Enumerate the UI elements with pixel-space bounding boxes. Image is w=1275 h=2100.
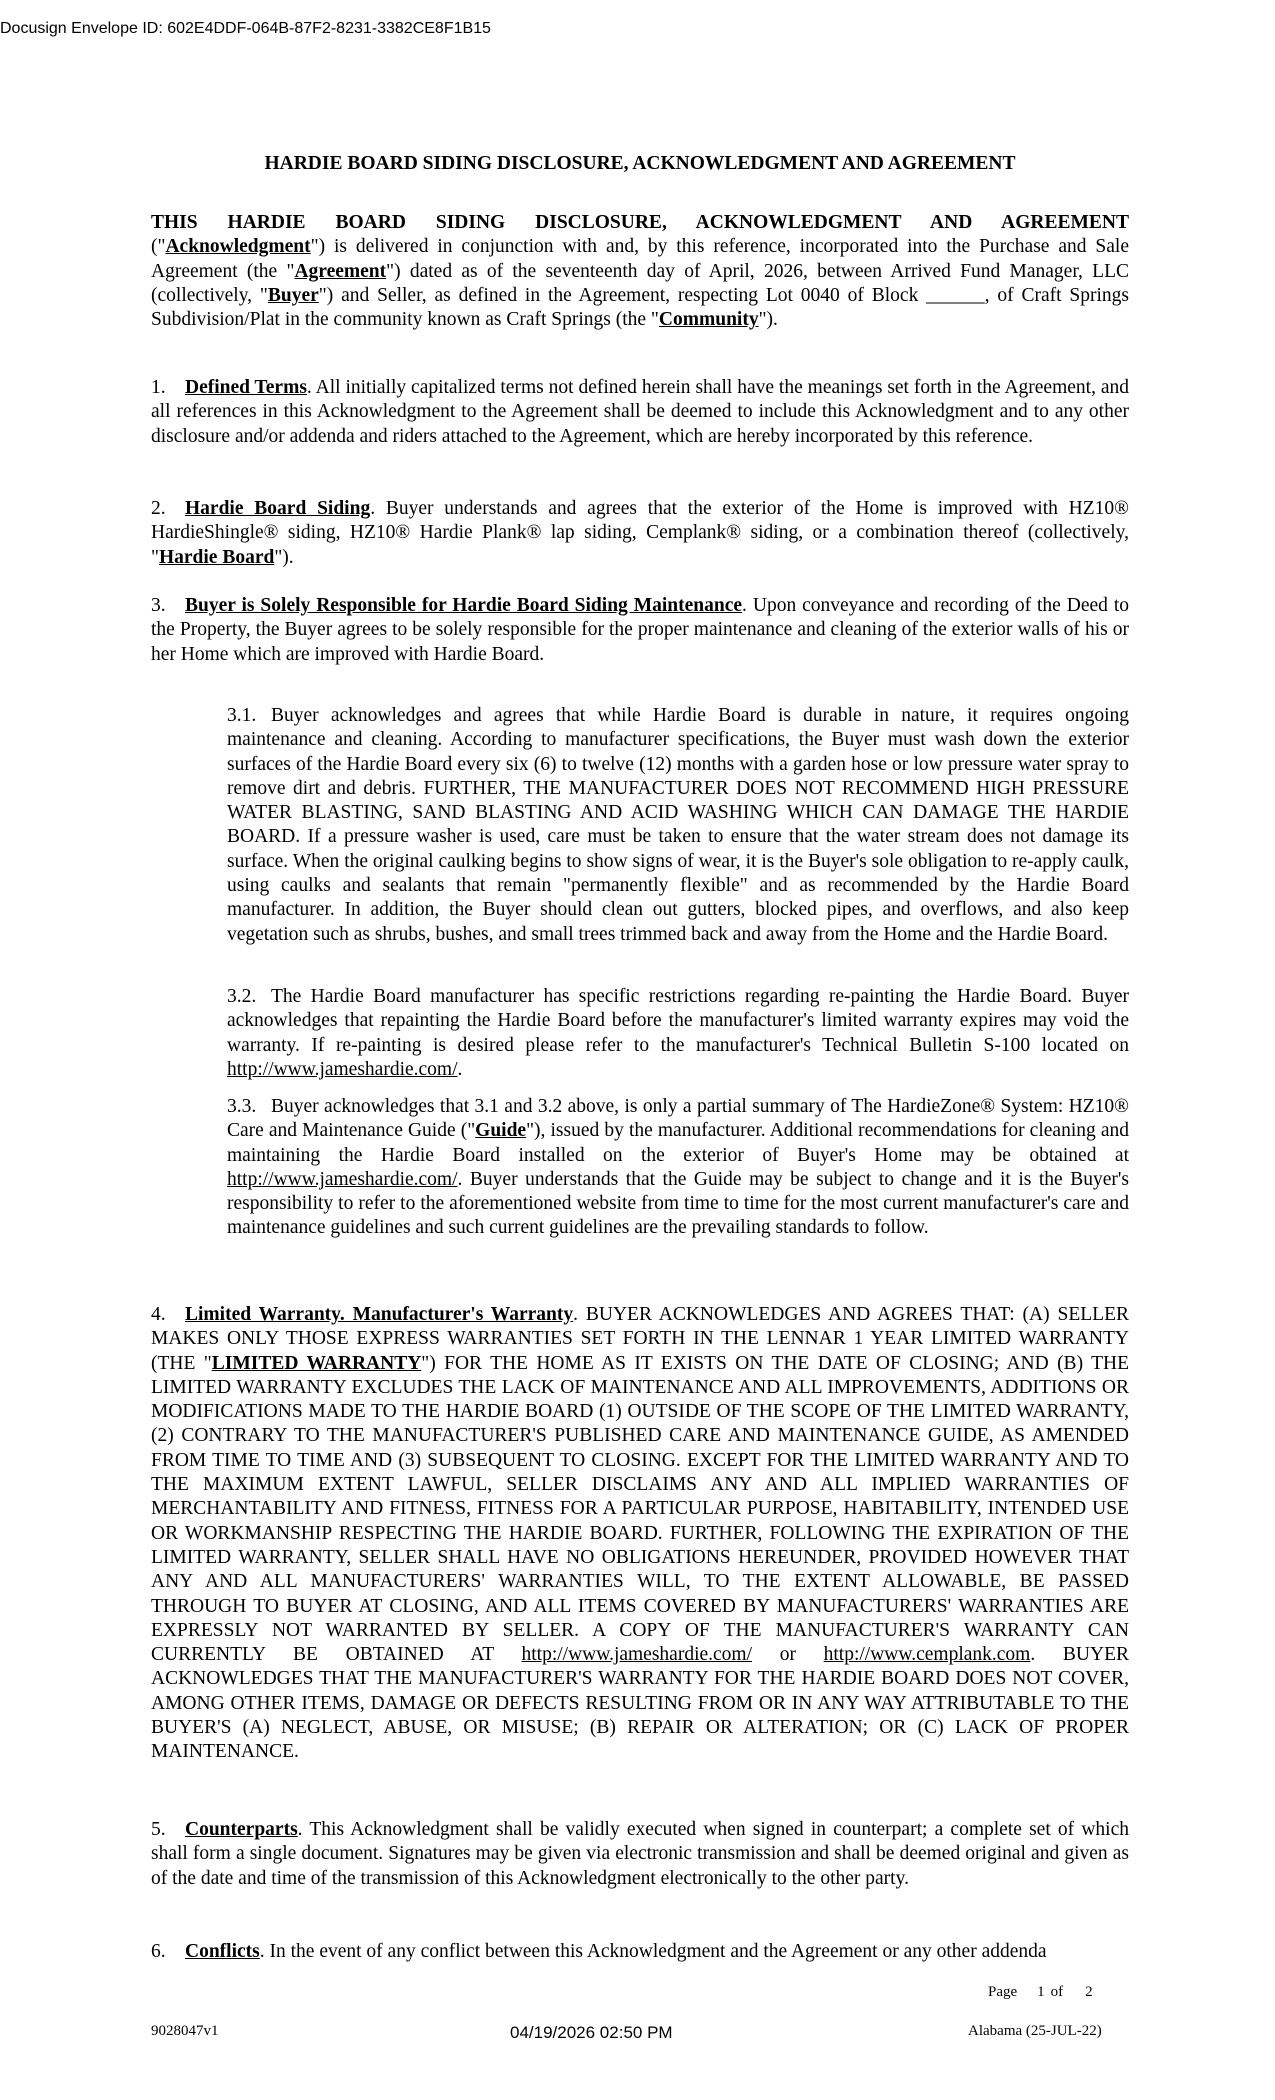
document-title: HARDIE BOARD SIDING DISCLOSURE, ACKNOWLEDGMENT AND AGREEMENT [264, 153, 1016, 174]
section-number: 5. [151, 1819, 166, 1840]
section-heading: Counterparts [185, 1819, 298, 1840]
section-body: "). [274, 546, 294, 568]
page-number: 1 [1037, 1984, 1045, 2000]
section-heading: Hardie Board Siding [185, 498, 371, 519]
section-number: 2. [151, 498, 166, 519]
page-of-label: of [1050, 1984, 1064, 2000]
intro-text: ") and Seller, as defined in the Agreement, respecting Lot 0040 of Block ______, of Craft Springs Subdivision/Plat in the community known as Craft Springs (the " [151, 284, 1129, 331]
intro-text: (" [151, 236, 166, 258]
section-body: . BUYER ACKNOWLEDGES THAT THE MANUFACTURER'S WARRANTY FOR THE HARDIE BOARD DOES NOT COVER, AMONG OTHER ITEMS, DAMAGE OR DEFECTS RESULTING FROM OR IN ANY WAY ATTRIBUTABLE TO THE BUYER'S (A) NEGLECT, ABUSE, OR MISUSE; (B) REPAIR OR ALTERATION; OR (C) LACK OF PROPER MAINTENANCE. [151, 1644, 1129, 1763]
section-body: . BUYER ACKNOWLEDGES AND AGREES THAT: (A) SELLER MAKES ONLY THOSE EXPRESS WARRANTIES SET FORTH IN THE LENNAR 1 YEAR LIMITED WARRANTY (THE " [151, 1304, 1129, 1374]
intro-paragraph [151, 211, 1129, 332]
jameshardie-link[interactable]: http://www.jameshardie.com/ [521, 1644, 753, 1666]
envelope-id: Docusign Envelope ID: 602E4DDF-064B-87F2-8231-3382CE8F1B15 [0, 20, 491, 37]
term-guide: Guide [475, 1120, 527, 1142]
section-body: . Upon conveyance and recording of the Deed to the Property, the Buyer agrees to be solely responsible for the proper maintenance and cleaning of the exterior walls of his or her Home which are improved with Hardie Board. [151, 595, 1129, 665]
subsection-3-2 [227, 985, 1129, 1082]
section-buyer-responsible [151, 594, 1129, 667]
timestamp: 04/19/2026 02:50 PM [510, 2023, 673, 2042]
page-total: 2 [1085, 1984, 1093, 2000]
jameshardie-link[interactable]: http://www.jameshardie.com/ [227, 1058, 458, 1080]
section-number: 6. [151, 1941, 166, 1962]
section-number: 3.3. [227, 1096, 257, 1117]
section-body: . This Acknowledgment shall be validly executed when signed in counterpart; a complete set of which shall form a single document. Signatures may be given via electronic transmission and shall be deemed original and given as of the date and time of the transmission of this Acknowledgment electronically to the other party. [151, 1819, 1129, 1889]
section-conflicts [151, 1940, 1129, 1964]
section-defined-terms [151, 376, 1129, 449]
section-limited-warranty [151, 1303, 1129, 1765]
section-body: "), issued by the manufacturer. Additional recommendations for cleaning and maintaining the Hardie Board installed on the exterior of Buyer's Home may be obtained at [227, 1120, 1129, 1166]
section-body: . All initially capitalized terms not defined herein shall have the meanings set forth in the Agreement, and all references in this Acknowledgment to the Agreement shall be deemed to include this Acknowledgment and to any other disclosure and/or addenda and riders attached to the Agreement, which are hereby incorporated by this reference. [151, 377, 1130, 447]
section-hardie-board-siding [151, 497, 1129, 570]
subsection-3-3 [227, 1095, 1129, 1241]
page-label: Page [988, 1984, 1018, 2000]
page-indicator [988, 1984, 1093, 2001]
term-agreement: Agreement [294, 260, 387, 282]
section-body: . In the event of any conflict between this Acknowledgment and the Agreement or any other addenda [259, 1941, 1047, 1962]
intro-text: ") is delivered in conjunction with and, by this reference, incorporated into the Purchase and Sale Agreement (the " [151, 236, 1129, 282]
section-body: ") FOR THE HOME AS IT EXISTS ON THE DATE OF CLOSING; AND (B) THE LIMITED WARRANTY EXCLUDES THE LACK OF MAINTENANCE AND ALL IMPROVEMENTS, ADDITIONS OR MODIFICATIONS MADE TO THE HARDIE BOARD (1) OUTSIDE OF THE SCOPE OF THE LIMITED WARRANTY, (2) CONTRARY TO THE MANUFACTURER'S PUBLISHED CARE AND MAINTENANCE GUIDE, AS AMENDED FROM TIME TO TIME AND (3) SUBSEQUENT TO CLOSING. EXCEPT FOR THE LIMITED WARRANTY AND TO THE MAXIMUM EXTENT LAWFUL, SELLER DISCLAIMS ANY AND ALL IMPLIED WARRANTIES OF MERCHANTABILITY AND FITNESS, FITNESS FOR A PARTICULAR PURPOSE, HABITABILITY, INTENDED USE OR WORKMANSHIP RESPECTING THE HARDIE BOARD. FURTHER, FOLLOWING THE EXPIRATION OF THE LIMITED WARRANTY, SELLER SHALL HAVE NO OBLIGATIONS HEREUNDER, PROVIDED HOWEVER THAT ANY AND ALL MANUFACTURERS' WARRANTIES WILL, TO THE EXTENT ALLOWABLE, BE PASSED THROUGH TO BUYER AT CLOSING, AND ALL ITEMS COVERED BY MANUFACTURERS' WARRANTIES ARE EXPRESSLY NOT WARRANTED BY SELLER. A COPY OF THE MANUFACTURER'S WARRANTY CAN CURRENTLY BE OBTAINED AT [151, 1352, 1129, 1666]
section-counterparts [151, 1818, 1129, 1891]
section-body: . [457, 1058, 463, 1080]
section-body: or [752, 1644, 824, 1666]
intro-text: ") dated as of the seventeenth day of April, 2026, between Arrived Fund Manager, LLC (collectively, " [151, 260, 1130, 306]
section-heading: Limited Warranty. Manufacturer's Warranty [185, 1304, 574, 1325]
subsection-3-1 [227, 704, 1129, 947]
term-buyer: Buyer [267, 284, 319, 306]
form-id: Alabama (25-JUL-22) [968, 2023, 1102, 2039]
section-heading: Buyer is Solely Responsible for Hardie Board Siding Maintenance [185, 595, 743, 616]
section-heading: Defined Terms [185, 377, 307, 398]
intro-text: "). [758, 309, 778, 331]
term-acknowledgment: Acknowledgment [165, 236, 311, 258]
intro-lead: THIS HARDIE BOARD SIDING DISCLOSURE, ACKNOWLEDGMENT AND AGREEMENT [151, 212, 1129, 233]
section-number: 3.1. [227, 705, 257, 726]
section-body: The Hardie Board manufacturer has specific restrictions regarding re-painting the Hardie Board. Buyer acknowledges that repainting the Hardie Board before the manufacturer's limited warranty expires may void the warranty. If re-painting is desired please refer to the manufacturer's Technical Bulletin S-100 located on [227, 986, 1129, 1056]
jameshardie-link[interactable]: http://www.jameshardie.com/ [227, 1168, 458, 1190]
section-body: . Buyer understands and agrees that the exterior of the Home is improved with HZ10® HardieShingle® siding, HZ10® Hardie Plank® lap siding, Cemplank® siding, or a combination thereof (collectively, " [151, 498, 1129, 568]
doc-id: 9028047v1 [151, 2023, 219, 2039]
term-limited-warranty: LIMITED WARRANTY [211, 1352, 422, 1374]
section-body: Buyer acknowledges and agrees that while Hardie Board is durable in nature, it requires ongoing maintenance and cleaning. According to manufacturer specifications, the Buyer must wash down the exterior surfaces of the Hardie Board every six (6) to twelve (12) months with a garden hose or low pressure water spray to remove dirt and debris. FURTHER, THE MANUFACTURER DOES NOT RECOMMEND HIGH PRESSURE WATER BLASTING, SAND BLASTING AND ACID WASHING WHICH CAN DAMAGE THE HARDIE BOARD. If a pressure washer is used, care must be taken to ensure that the water stream does not damage its surface. When the original caulking begins to show signs of wear, it is the Buyer's sole obligation to re-apply caulk, using caulks and sealants that remain "permanently flexible" and as recommended by the Hardie Board manufacturer. In addition, the Buyer should clean out gutters, blocked pipes, and overflows, and also keep vegetation such as shrubs, bushes, and small trees trimmed back and away from the Home and the Hardie Board. [227, 705, 1129, 945]
section-number: 4. [151, 1304, 166, 1325]
section-body: . Buyer understands that the Guide may be subject to change and it is the Buyer's responsibility to refer to the aforementioned website from time to time for the most current manufacturer's care and maintenance guidelines and such current guidelines are the prevailing standards to follow. [227, 1168, 1129, 1239]
section-number: 3.2. [227, 986, 257, 1007]
cemplank-link[interactable]: http://www.cemplank.com [823, 1644, 1031, 1666]
section-number: 1. [151, 377, 166, 398]
section-heading: Conflicts [185, 1941, 260, 1962]
section-number: 3. [151, 595, 166, 616]
section-body: Buyer acknowledges that 3.1 and 3.2 above, is only a partial summary of The HardieZone® System: HZ10® Care and Maintenance Guide (" [227, 1096, 1129, 1142]
term-community: Community [658, 309, 759, 331]
term-hardie-board: Hardie Board [158, 546, 275, 568]
